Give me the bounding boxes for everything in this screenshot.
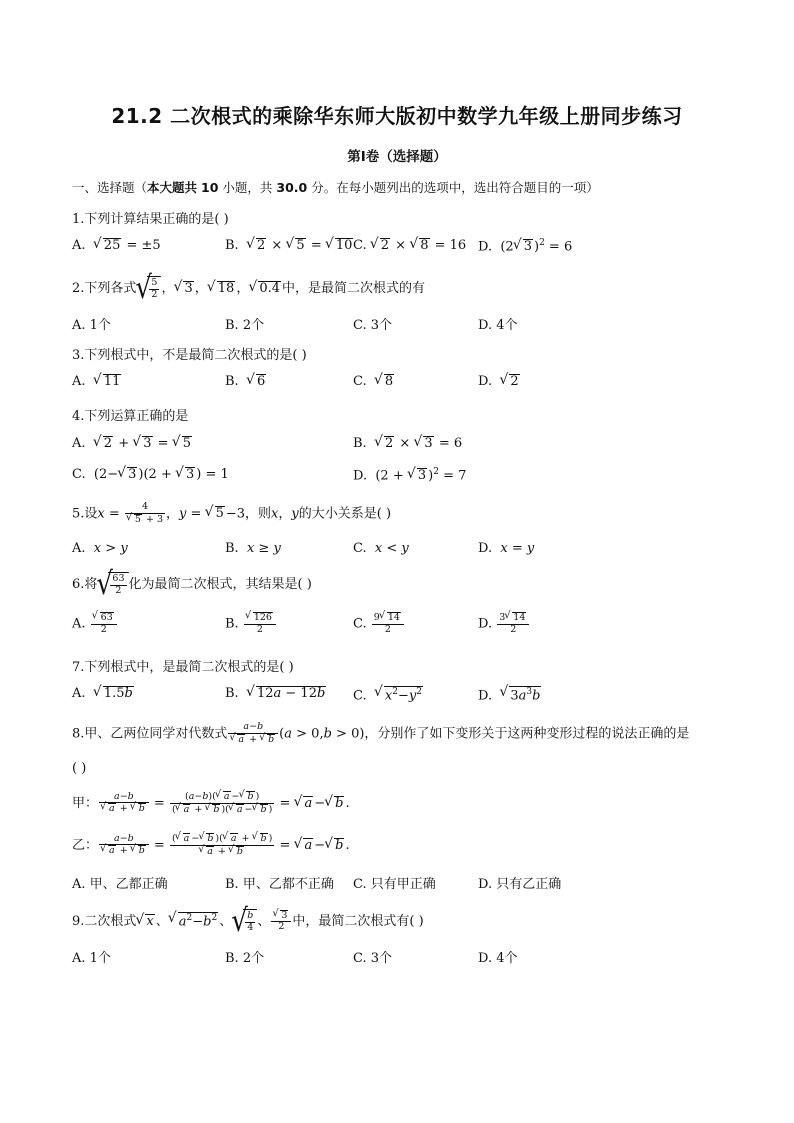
question-7-option-b[interactable]: B. √ 12a − 12b xyxy=(225,686,327,702)
question-9-stem: 9.二次根式√ x 、√ $a^2-b^2$ 、 √ $\frac{b}{4}$ 、 √ $\frac{3}{2}$ 中，最简二次根式有( ) xyxy=(72,909,424,934)
question-6-option-d[interactable]: D. $\frac{3√ 14}{2}$ xyxy=(478,612,530,636)
question-6-option-b[interactable]: B. √ $\frac{126}{2}$ xyxy=(225,612,277,636)
question-6-option-a[interactable]: A. √ $\frac{63}{2}$ xyxy=(72,612,118,636)
question-4-option-a[interactable]: A. √ 2 + √ 3 = √ 5 xyxy=(72,436,193,452)
question-8-paren: ( ) xyxy=(72,761,87,776)
page-title: 21.2 二次根式的乘除华东师大版初中数学九年级上册同步练习 xyxy=(111,104,683,128)
question-8-jia: 甲： a−b √ a + √ b = $\frac{(a-b)(√ a -√ b )}{(√ a + √ b )(√ a -√ b )}$ = √ a −√ b . xyxy=(72,791,350,816)
question-3-option-d[interactable]: D. √ 2 xyxy=(478,374,521,390)
question-9-option-a[interactable]: A. 1个 xyxy=(72,951,111,966)
question-7-stem: 7.下列根式中，是最简二次根式的是( ) xyxy=(72,660,294,675)
question-3-option-b[interactable]: B. √ 6 xyxy=(225,374,267,390)
section-subtitle: 第I卷（选择题） xyxy=(347,149,447,165)
question-8-option-b[interactable]: B. 甲、乙都不正确 xyxy=(225,877,334,892)
question-8-option-c[interactable]: C. 只有甲正确 xyxy=(353,877,436,892)
question-3-option-c[interactable]: C. √ 8 xyxy=(353,374,395,390)
question-2-option-d[interactable]: D. 4个 xyxy=(478,318,518,333)
question-8-option-a[interactable]: A. 甲、乙都正确 xyxy=(72,877,168,892)
question-7-option-c[interactable]: C. √ $x^2-y^2$ xyxy=(353,686,424,704)
question-1-option-c[interactable]: C. √ 2 × √ 8 = 16 xyxy=(353,238,466,254)
question-2-option-a[interactable]: A. 1个 xyxy=(72,318,111,333)
question-5-stem: 5.设x = 4 √ 5 + 3 ，y = √ 5 −3，则x，y的大小关系是( ) xyxy=(72,502,391,526)
question-9-option-d[interactable]: D. 4个 xyxy=(478,951,518,966)
question-8-yi: 乙： a−b √ a + √ b = (√ a −√ b )(√ a + √ b ) √ a + √ b = √ a −√ b . xyxy=(72,833,350,858)
question-6-option-c[interactable]: C. $\frac{9√ 14}{2}$ xyxy=(353,612,405,636)
question-2-stem: 2.下列各式 √ $\frac{5}{2}$ ，√ 3 ，√ 18 ，√ 0.4 中，是最简二次根式的有 xyxy=(72,276,425,301)
question-1-option-b[interactable]: B. √ 2 × √ 5 = √ 10 xyxy=(225,238,354,254)
question-8-stem: 8.甲、乙两位同学对代数式 a−b √ a + √ b (a > 0,b > 0)，分别作了如下变形关于这两种变形过程的说法正确的是 xyxy=(72,722,689,746)
question-9-option-b[interactable]: B. 2个 xyxy=(225,951,265,966)
question-4-option-c[interactable]: C. (2−√ 3 )(2 + √ 3 ) = 1 xyxy=(72,467,229,483)
question-6-stem: 6.将 √ $\frac{63}{2}$ 化为最简二次根式，其结果是( ) xyxy=(72,572,312,597)
question-1-option-d[interactable]: D. (2√ 3 )$^2$ = 6 xyxy=(478,238,572,255)
question-2-option-c[interactable]: C. 3个 xyxy=(353,318,393,333)
question-8-option-d[interactable]: D. 只有乙正确 xyxy=(478,877,562,892)
question-7-option-d[interactable]: D. √ $3a^3b$ xyxy=(478,686,542,704)
question-1-option-a[interactable]: A. √ 25 = ±5 xyxy=(72,238,161,254)
question-2-option-b[interactable]: B. 2个 xyxy=(225,318,265,333)
question-5-option-d[interactable]: D. x = y xyxy=(478,541,535,556)
question-4-stem: 4.下列运算正确的是 xyxy=(72,409,189,424)
question-9-option-c[interactable]: C. 3个 xyxy=(353,951,393,966)
question-4-option-b[interactable]: B. √ 2 × √ 3 = 6 xyxy=(353,436,462,452)
question-1-stem: 1.下列计算结果正确的是( ) xyxy=(72,212,229,227)
question-5-option-c[interactable]: C. x < y xyxy=(353,541,409,556)
question-4-option-d[interactable]: D. (2 + √ 3 )$^2$ = 7 xyxy=(353,467,466,484)
question-3-stem: 3.下列根式中，不是最简二次根式的是( ) xyxy=(72,348,307,363)
question-7-option-a[interactable]: A. √ 1.5b xyxy=(72,686,135,702)
question-3-option-a[interactable]: A. √ 11 xyxy=(72,374,122,390)
section-instructions: 一、选择题（本大题共 10 小题，共 30.0 分。在每小题列出的选项中，选出符合题目的一项） xyxy=(72,180,599,195)
question-5-option-b[interactable]: B. x ≥ y xyxy=(225,541,281,556)
question-5-option-a[interactable]: A. x > y xyxy=(72,541,128,556)
